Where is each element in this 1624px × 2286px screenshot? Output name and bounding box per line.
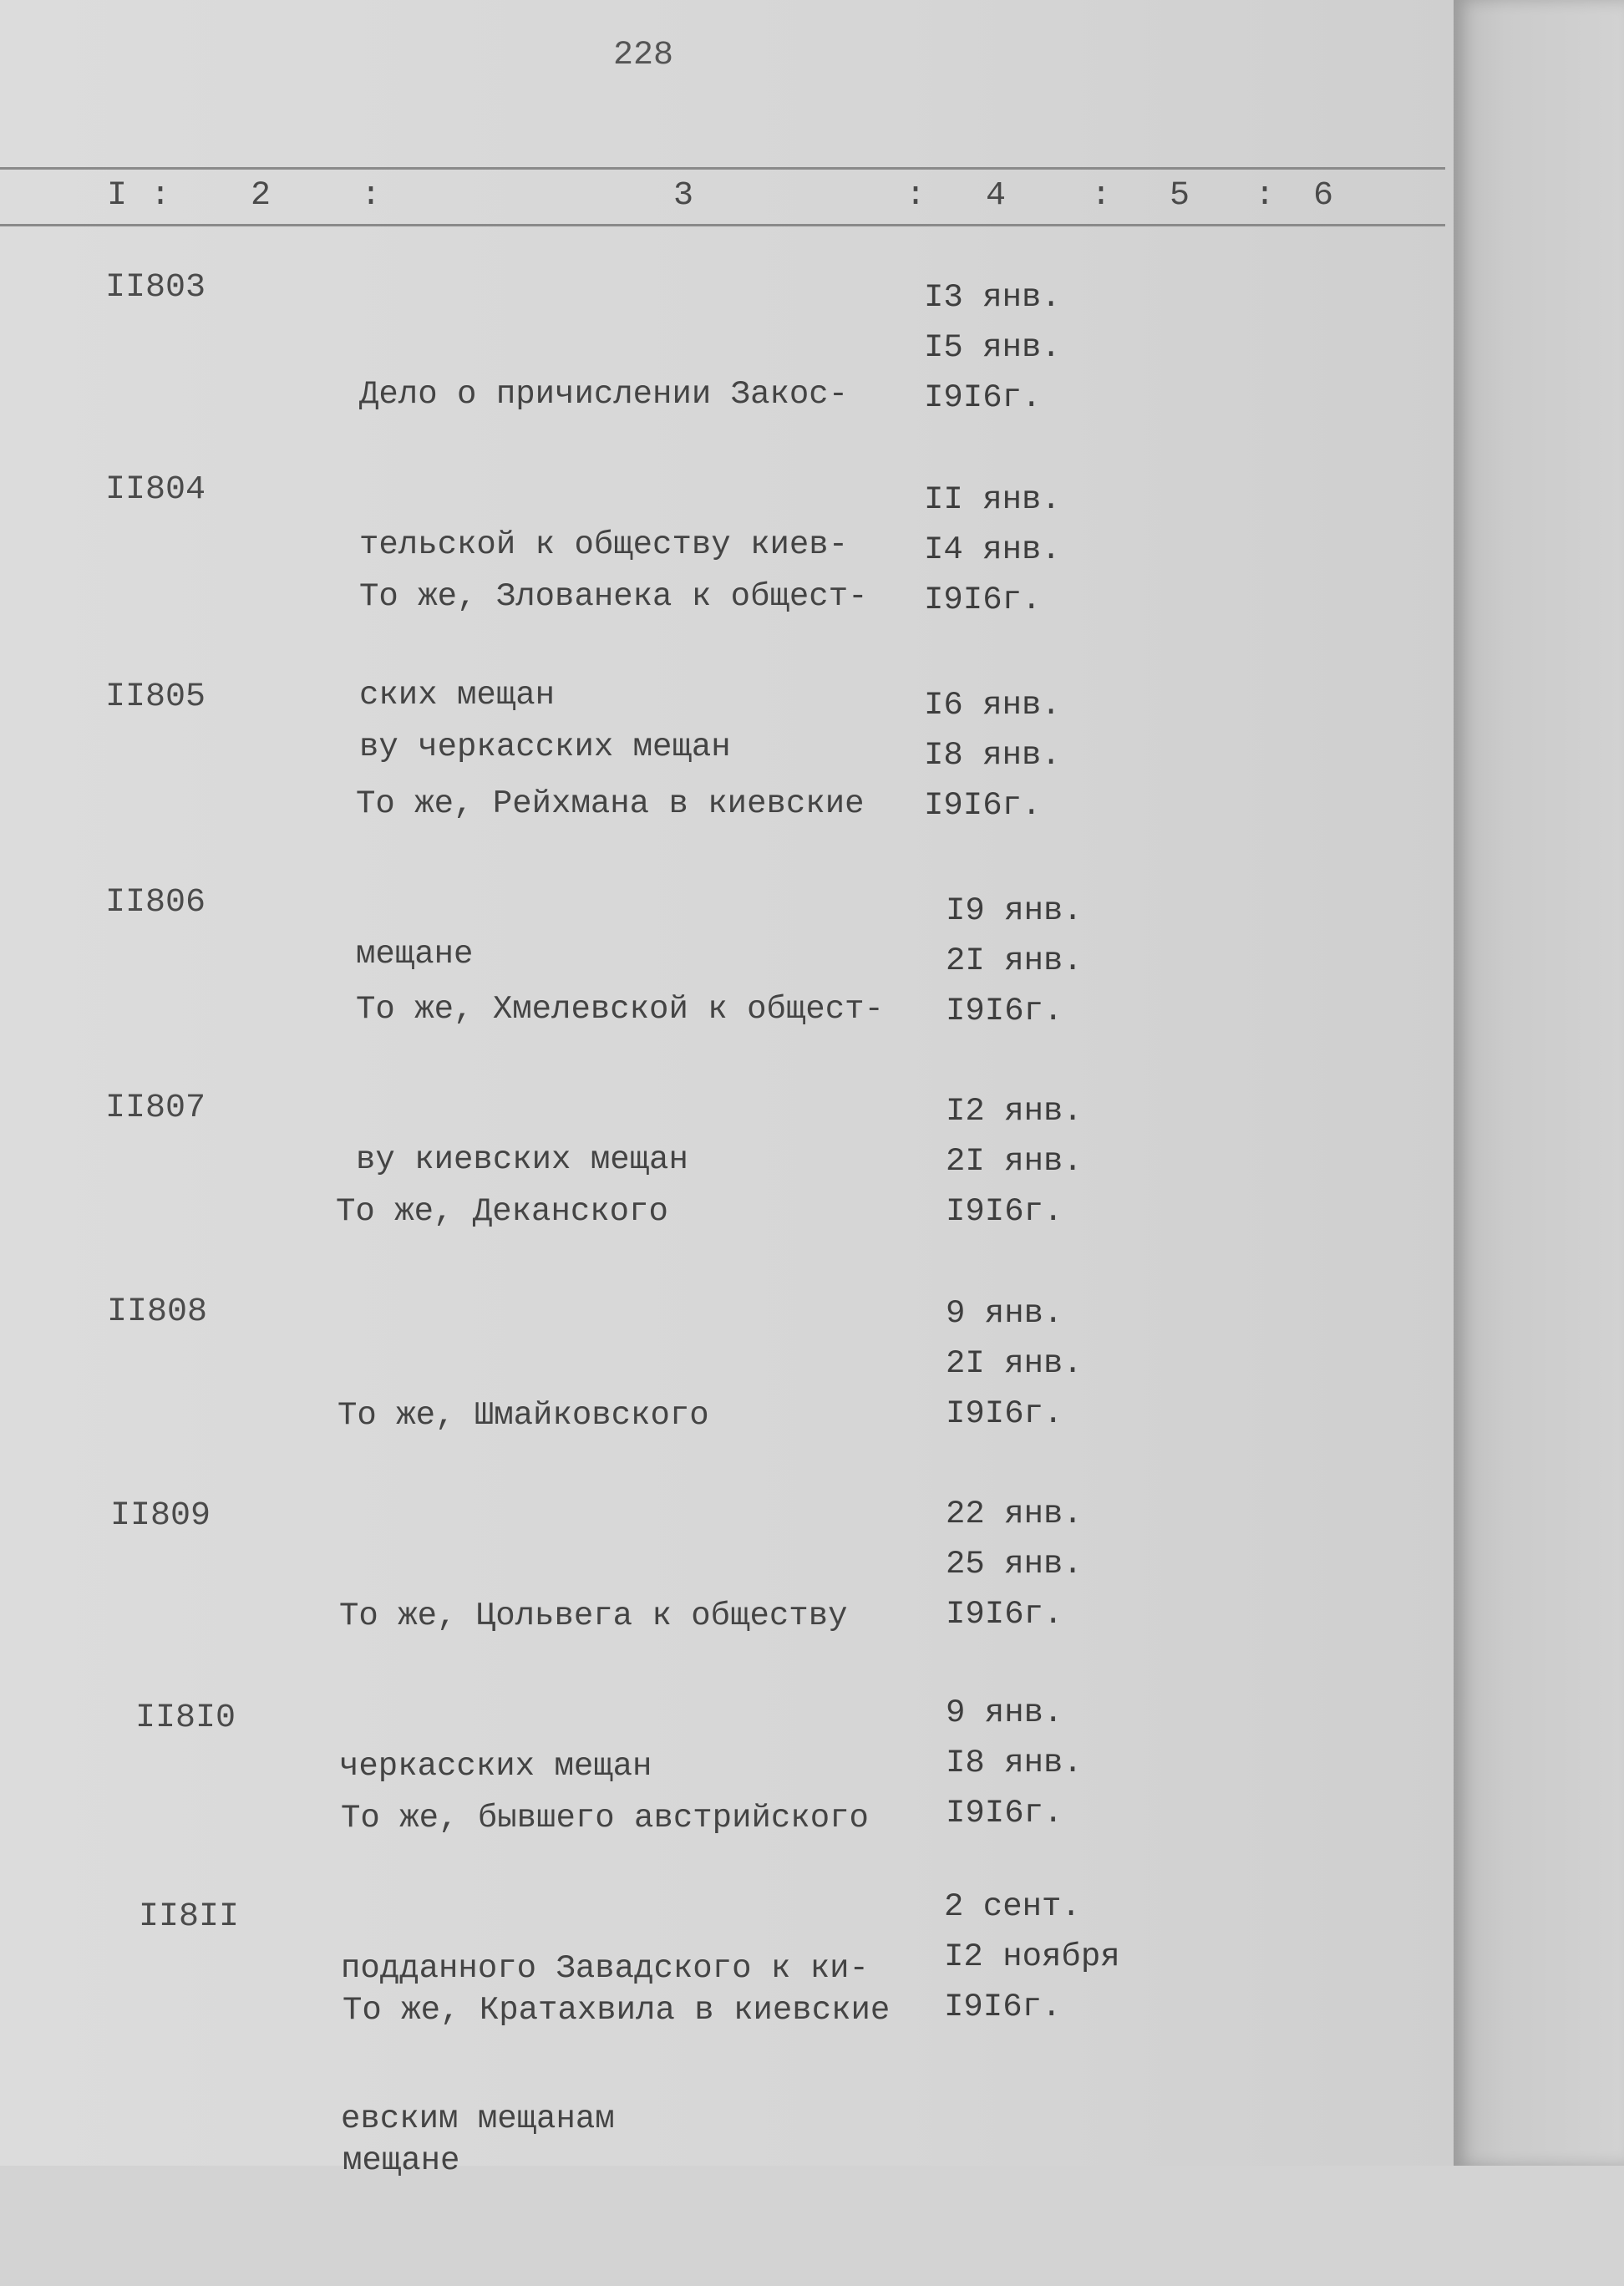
date-end: 2I янв. bbox=[946, 942, 1083, 979]
record-dates bbox=[924, 680, 1061, 831]
column-separator: : bbox=[1091, 177, 1112, 215]
date-start: I6 янв. bbox=[924, 687, 1061, 724]
date-start: I9 янв. bbox=[946, 892, 1083, 929]
record-title-line: То же, Деканского bbox=[336, 1193, 668, 1230]
date-start: I3 янв. bbox=[924, 279, 1061, 316]
record-title-line: То же, Кратахвила в киевские bbox=[343, 1992, 891, 2029]
column-head-2: 2 bbox=[251, 177, 272, 215]
date-end: I5 янв. bbox=[924, 329, 1061, 366]
date-start: 9 янв. bbox=[946, 1694, 1063, 1731]
header-rule-bottom bbox=[0, 224, 1445, 226]
column-head-6: 6 bbox=[1313, 177, 1334, 215]
record-dates bbox=[946, 1086, 1083, 1237]
record-number: II803 bbox=[105, 269, 206, 307]
record-number: II807 bbox=[105, 1090, 206, 1127]
page-number: 228 bbox=[613, 37, 674, 74]
record-number: II804 bbox=[105, 471, 206, 509]
date-year: I9I6г. bbox=[946, 993, 1063, 1029]
record-number: II8I0 bbox=[135, 1699, 236, 1737]
record-dates bbox=[944, 1882, 1120, 2032]
record-title-line: мещане bbox=[356, 936, 474, 973]
record-title-line: Дело о причислении Закос- bbox=[359, 376, 849, 413]
record-title-line: мещане bbox=[343, 2142, 460, 2179]
column-head-4: 4 bbox=[986, 177, 1007, 215]
date-year: I9I6г. bbox=[924, 582, 1042, 618]
column-separator: : bbox=[906, 177, 926, 215]
record-dates bbox=[946, 1688, 1083, 1838]
record-title-line: ву киевских мещан bbox=[356, 1141, 688, 1178]
record-number: II809 bbox=[110, 1497, 211, 1535]
date-end: I2 ноября bbox=[944, 1938, 1120, 1975]
record-number: II805 bbox=[105, 678, 206, 716]
date-start: 22 янв. bbox=[946, 1496, 1083, 1532]
record-number: II806 bbox=[105, 884, 206, 922]
column-separator: : bbox=[1255, 177, 1276, 215]
date-start: II янв. bbox=[924, 481, 1061, 518]
date-end: I8 янв. bbox=[946, 1745, 1083, 1781]
column-separator: : bbox=[150, 177, 171, 215]
date-year: I9I6г. bbox=[946, 1596, 1063, 1633]
date-year: I9I6г. bbox=[924, 379, 1042, 416]
record-number: II808 bbox=[107, 1293, 208, 1331]
record-dates bbox=[946, 1288, 1083, 1439]
record-title bbox=[343, 1885, 890, 2286]
record-number: II8II bbox=[139, 1898, 240, 1936]
date-end: 2I янв. bbox=[946, 1345, 1083, 1382]
date-end: I8 янв. bbox=[924, 737, 1061, 774]
record-dates bbox=[946, 1489, 1083, 1639]
record-title-line: То же, бывшего австрийского bbox=[341, 1800, 869, 1836]
date-end: I4 янв. bbox=[924, 531, 1061, 568]
column-separator: : bbox=[361, 177, 382, 215]
record-title-line: черкасских мещан bbox=[339, 1748, 652, 1785]
date-start: 2 сент. bbox=[944, 1888, 1081, 1925]
column-head-1: I bbox=[107, 177, 128, 215]
date-year: I9I6г. bbox=[946, 1193, 1063, 1230]
record-title-line: То же, Цольвега к обществу bbox=[339, 1598, 848, 1634]
record-dates bbox=[924, 475, 1061, 625]
date-year: I9I6г. bbox=[946, 1795, 1063, 1831]
record-title-line: евским мещанам bbox=[341, 2101, 615, 2137]
record-dates bbox=[924, 272, 1061, 423]
date-year: I9I6г. bbox=[944, 1989, 1062, 2025]
date-end: 2I янв. bbox=[946, 1143, 1083, 1180]
record-title-line: То же, Шмайковского bbox=[337, 1397, 709, 1434]
record-title-line: тельской к обществу киев- bbox=[359, 526, 849, 563]
record-title-line: То же, Злованека к общест- bbox=[359, 578, 868, 615]
page-edge bbox=[1454, 0, 1624, 2166]
date-year: I9I6г. bbox=[924, 787, 1042, 824]
column-head-3: 3 bbox=[673, 177, 694, 215]
date-year: I9I6г. bbox=[946, 1395, 1063, 1432]
column-head-5: 5 bbox=[1170, 177, 1190, 215]
record-title-line: То же, Хмелевской к общест- bbox=[356, 991, 884, 1028]
record-dates bbox=[946, 886, 1083, 1036]
date-end: 25 янв. bbox=[946, 1546, 1083, 1582]
date-start: I2 янв. bbox=[946, 1093, 1083, 1130]
record-title-line: ских мещан bbox=[359, 677, 556, 714]
record-title-line: ву черкасских мещан bbox=[359, 729, 731, 765]
date-start: 9 янв. bbox=[946, 1295, 1063, 1332]
header-rule-top bbox=[0, 167, 1445, 170]
record-title-line: подданного Завадского к ки- bbox=[341, 1950, 869, 1987]
record-title-line: То же, Рейхмана в киевские bbox=[356, 785, 865, 822]
